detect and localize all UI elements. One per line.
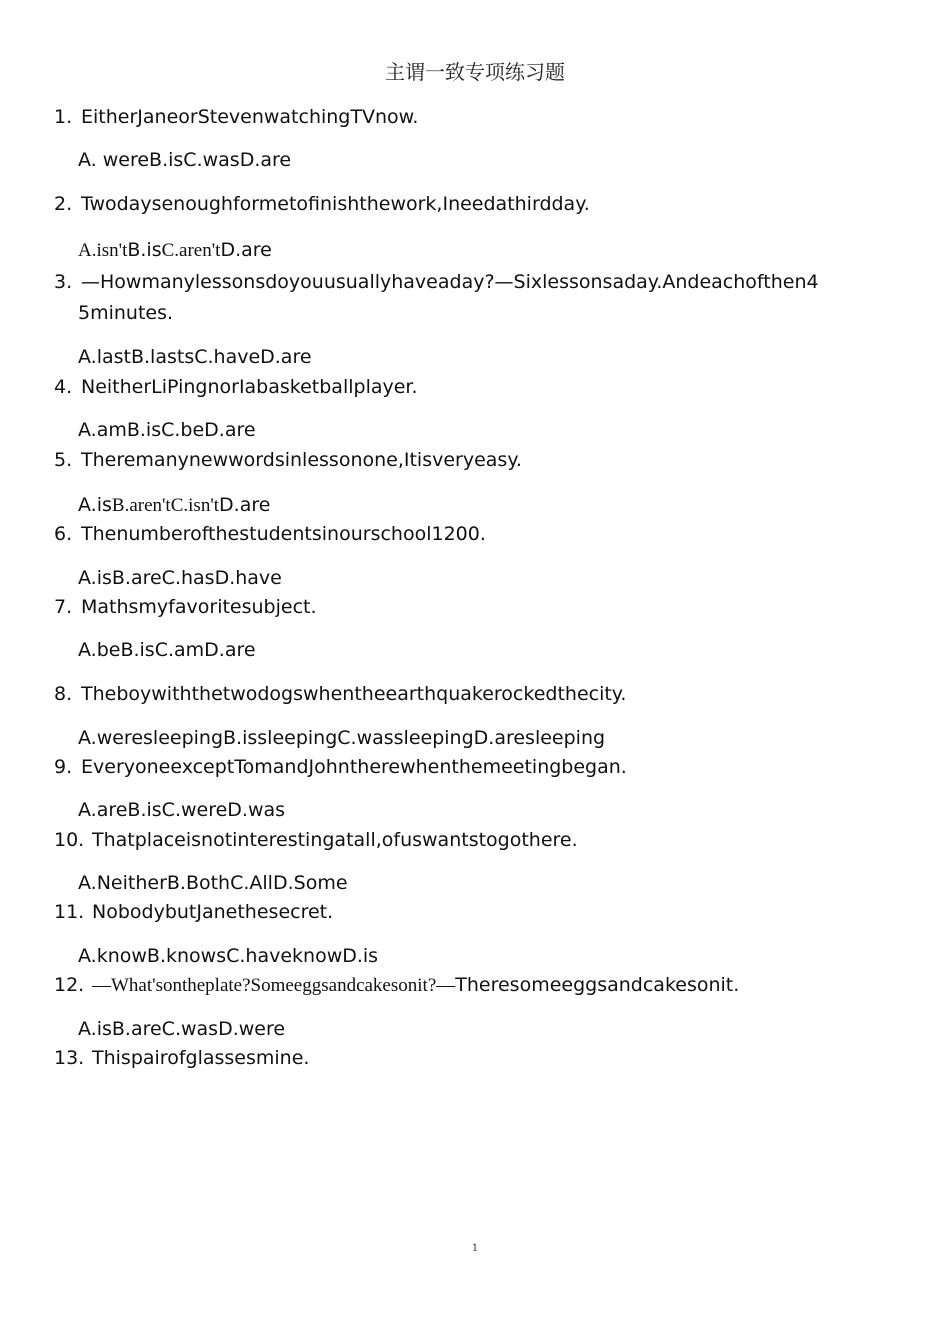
options-7: A.beB.isC.amD.are: [78, 639, 256, 661]
option-a: A.isn't: [78, 240, 128, 261]
question-text: Thispairofglassesmine.: [92, 1047, 310, 1069]
question-number: 7.: [54, 596, 73, 618]
question-5: [54, 448, 522, 472]
question-text: NeitherLiPingnorIabasketballplayer.: [81, 376, 418, 398]
question-9: [54, 755, 627, 779]
options-2: [78, 238, 272, 263]
page-number: 1: [471, 1243, 479, 1254]
question-text: Theresomeeggsandcakesonit.: [455, 974, 740, 996]
option-c: C.aren't: [161, 240, 221, 261]
question-number: 13.: [54, 1047, 85, 1069]
options-5: [78, 493, 270, 518]
question-number: 12.: [54, 974, 85, 996]
option-d: D.are: [220, 239, 272, 261]
question-number: 8.: [54, 683, 73, 705]
question-number: 11.: [54, 901, 85, 923]
question-text: NobodybutJanethesecret.: [92, 901, 334, 923]
question-number: 9.: [54, 756, 73, 778]
question-12: [54, 973, 739, 998]
options-10: A.NeitherB.BothC.AllD.Some: [78, 872, 348, 894]
question-text: Thatplaceisnotinterestingatall,ofuswantstogothere.: [92, 829, 578, 851]
question-11: [54, 900, 333, 924]
options-3: A.lastB.lastsC.haveD.are: [78, 346, 312, 368]
question-3-continued: 5minutes.: [78, 302, 174, 324]
question-6: [54, 522, 486, 546]
question-13: [54, 1046, 309, 1070]
question-number: 10.: [54, 829, 85, 851]
options-12: A.isB.areC.wasD.were: [78, 1018, 286, 1040]
question-2: [54, 192, 590, 216]
options-6: A.isB.areC.hasD.have: [78, 567, 282, 589]
question-3: [54, 270, 819, 294]
question-7: [54, 595, 317, 619]
question-text: Mathsmyfavoritesubject.: [81, 596, 317, 618]
question-10: [54, 828, 578, 852]
question-4: [54, 375, 418, 399]
question-text: Theremanynewwordsinlessonone,Itisveryeasy.: [81, 449, 522, 471]
question-text: —Howmanylessonsdoyouusuallyhaveaday?—Sixlessonsaday.Andeachofthen4: [81, 271, 819, 293]
question-text: EveryoneexceptTomandJohntherewhenthemeetingbegan.: [81, 756, 627, 778]
question-number: 6.: [54, 523, 73, 545]
option-d: D.are: [219, 494, 271, 516]
option-a: A.is: [78, 494, 112, 516]
question-text-prompt: —What'sontheplate?Someeggsandcakesonit?—: [92, 975, 456, 996]
question-number: 4.: [54, 376, 73, 398]
options-1: A. wereB.isC.wasD.are: [78, 149, 292, 171]
options-9: A.areB.isC.wereD.was: [78, 799, 286, 821]
question-1: [54, 105, 418, 129]
options-4: A.amB.isC.beD.are: [78, 419, 256, 441]
question-text: Theboywiththetwodogswhentheearthquakerockedthecity.: [81, 683, 627, 705]
question-number: 3.: [54, 271, 73, 293]
options-11: A.knowB.knowsC.haveknowD.is: [78, 945, 379, 967]
question-number: 1.: [54, 106, 73, 128]
option-b: B.is: [127, 239, 162, 261]
question-number: 5.: [54, 449, 73, 471]
option-c: C.isn't: [170, 495, 220, 516]
question-text: Thenumberofthestudentsinourschool1200.: [81, 523, 486, 545]
question-8: [54, 682, 626, 706]
page-title: 主谓一致专项练习题: [385, 60, 565, 84]
question-number: 2.: [54, 193, 73, 215]
question-text: EitherJaneorStevenwatchingTVnow.: [81, 106, 419, 128]
options-8: A.weresleepingB.issleepingC.wassleepingD.aresleeping: [78, 727, 606, 749]
question-text: Twodaysenoughformetofinishthework,Ineedathirdday.: [81, 193, 590, 215]
option-b: B.aren't: [111, 495, 171, 516]
